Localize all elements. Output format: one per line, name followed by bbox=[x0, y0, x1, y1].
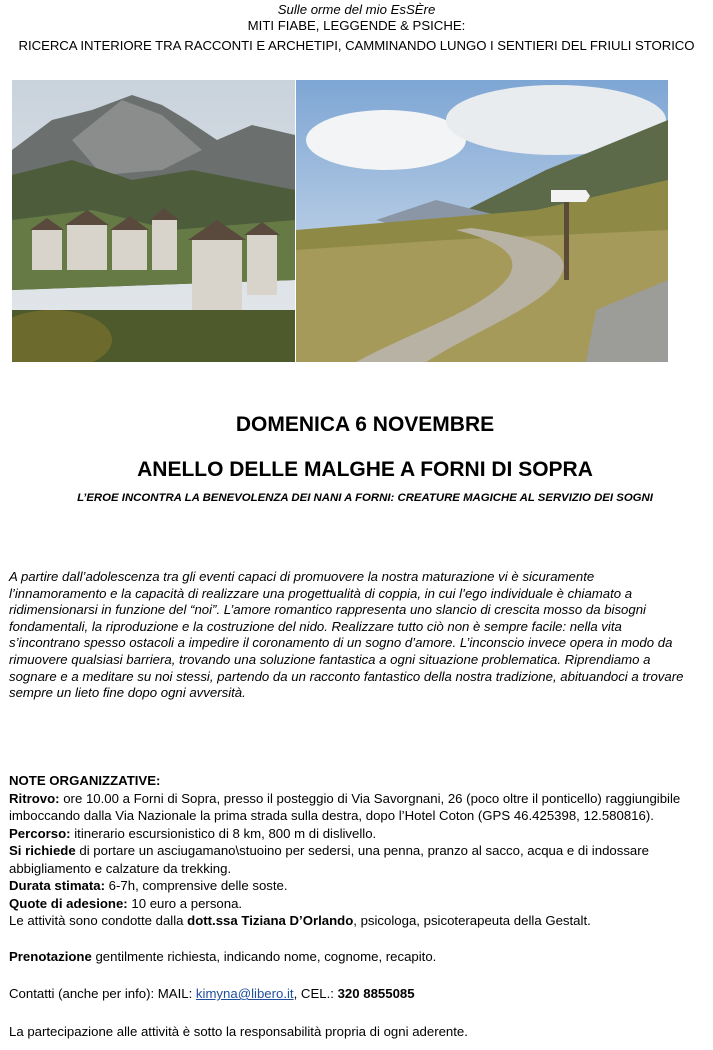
quote-text: 10 euro a persona. bbox=[127, 895, 243, 911]
intro-line: fondamentali, la riproduzione e la costruzione del nido. Realizzare tutto ciò non è sempre facile: nella vita bbox=[9, 618, 622, 634]
ritrovo-label: Ritrovo: bbox=[9, 790, 60, 806]
attivita-text-end: , psicologa, psicoterapeuta della Gestalt. bbox=[353, 913, 591, 928]
event-subtitle: L’EROE INCONTRA LA BENEVOLENZA DEI NANI A FORNI: CREATURE MAGICHE AL SERVIZIO DEI SOGNI bbox=[77, 492, 653, 504]
email-link[interactable]: kimyna@libero.it bbox=[195, 986, 294, 1001]
series-description: RICERCA INTERIORE TRA RACCONTI E ARCHETIPI, CAMMINANDO LUNGO I SENTIERI DEL FRIULI STORICO bbox=[18, 38, 695, 53]
richiede-label: Si richiede bbox=[9, 843, 76, 858]
ritrovo-text: ore 10.00 a Forni di Sopra, presso il posteggio di Via Savorgnani, 26 (poco oltre il ponticello) raggiungibile bbox=[59, 790, 681, 806]
contatti-sep: , CEL.: bbox=[293, 986, 338, 1001]
intro-line: sempre un lieto fine dopo ogni avversità. bbox=[9, 685, 246, 701]
attivita-text: Le attività sono condotte dalla bbox=[9, 913, 188, 928]
prenotazione-label: Prenotazione bbox=[9, 948, 92, 964]
event-title: ANELLO DELLE MALGHE A FORNI DI SOPRA bbox=[137, 458, 593, 481]
intro-line: A partire dall’adolescenza tra gli eventi capaci di promuovere la nostra maturazione vi è sicuramente bbox=[9, 569, 595, 584]
contatti-label: Contatti (anche per info): MAIL: bbox=[9, 986, 196, 1001]
village-mountain-photo bbox=[12, 80, 295, 362]
intro-line: rimuovere qualsiasi barriera, trovando una soluzione fantastica a ogni situazione problematica. Riprendiamo a bbox=[9, 651, 651, 667]
intro-line: l’innamoramento e la capacità di realizzare una progettualità di coppia, in cui l’ego individuale è chiamato a bbox=[9, 585, 633, 601]
richiede-text: di portare un asciugamano\stuoino per sedersi, una penna, pranzo al sacco, acqua e di indossare bbox=[75, 843, 649, 858]
series-title: Sulle orme del mio EsSÈre bbox=[277, 2, 436, 17]
intro-line: ridimensionarsi in funzione del “noi”. L’amore romantico rappresenta uno slancio di crescita mosso da bisogni bbox=[9, 602, 646, 618]
phone-number: 320 8855085 bbox=[337, 986, 415, 1001]
conductor-name: dott.ssa Tiziana D’Orlando bbox=[187, 913, 354, 928]
quote-label: Quote di adesione: bbox=[9, 895, 128, 911]
mountain-trail-photo bbox=[296, 80, 668, 362]
organizational-notes bbox=[9, 772, 713, 1040]
ritrovo-text-2: imboccando dalla Via Nazionale la prima strada sulla destra, dopo l’Hotel Coton (GPS 46.425398, 12.580816). bbox=[9, 808, 654, 823]
event-date: DOMENICA 6 NOVEMBRE bbox=[235, 413, 495, 436]
prenotazione-text: gentilmente richiesta, indicando nome, cognome, recapito. bbox=[91, 948, 437, 964]
durata-text: 6-7h, comprensive delle soste. bbox=[105, 878, 288, 893]
percorso-label: Percorso: bbox=[9, 825, 71, 841]
disclaimer: La partecipazione alle attività è sotto la responsabilità propria di ogni aderente. bbox=[9, 1023, 468, 1039]
notes-heading: NOTE ORGANIZZATIVE: bbox=[9, 773, 161, 788]
percorso-text: itinerario escursionistico di 8 km, 800 m di dislivello. bbox=[70, 825, 377, 841]
intro-line: s’incontrano spesso ostacoli a impedire il coronamento di un sogno d’amore. L’inconscio invece opera in modo da bbox=[9, 635, 673, 651]
durata-label: Durata stimata: bbox=[9, 878, 106, 893]
intro-line: sognare e a meditare su noi stessi, partendo da un racconto fantastico della nostra tradizione, abituandoci a trovare bbox=[9, 668, 684, 684]
series-subtitle: MITI FIABE, LEGGENDE & PSICHE: bbox=[247, 18, 466, 33]
richiede-text-2: abbigliamento e calzature da trekking. bbox=[9, 860, 232, 876]
intro-paragraph bbox=[9, 569, 713, 702]
